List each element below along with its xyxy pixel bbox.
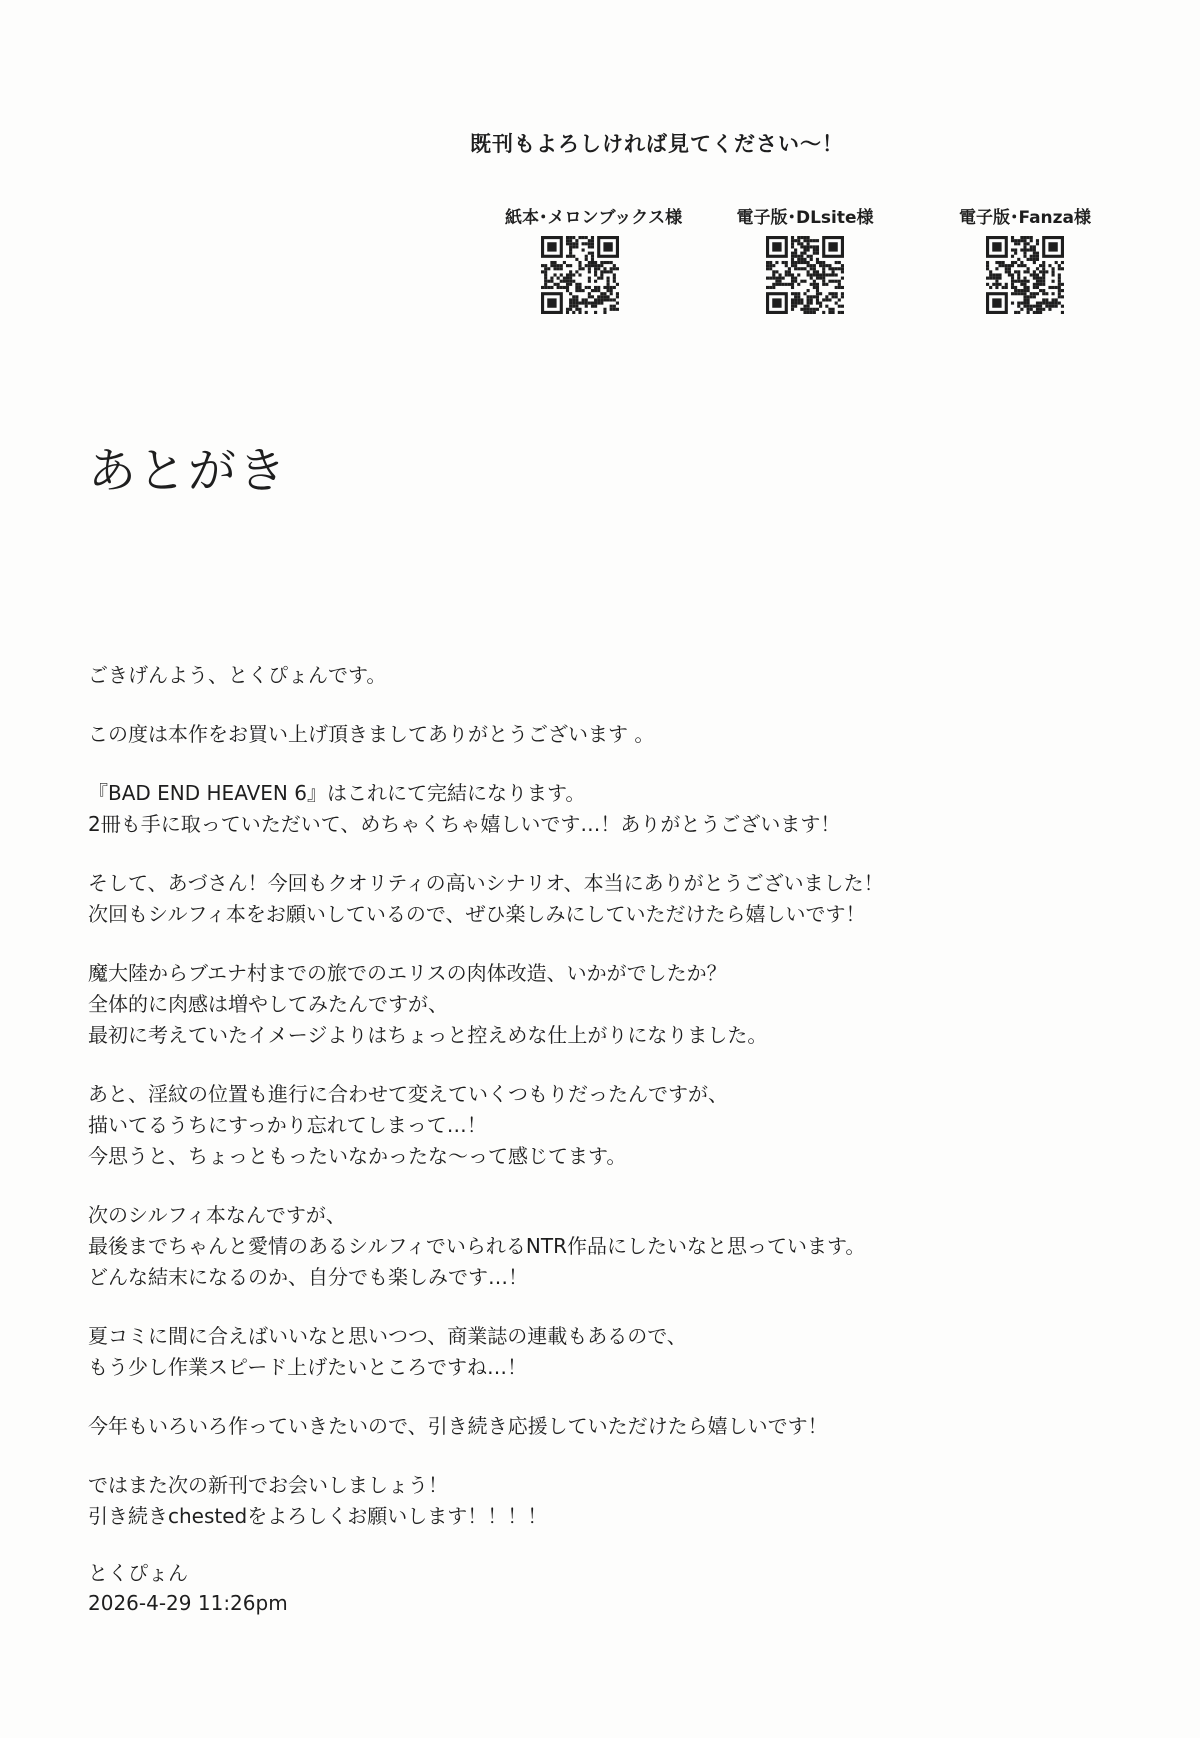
text-line: もう少し作業スピード上げたいところですね…！	[88, 1355, 527, 1379]
qr-code-icon[interactable]	[986, 236, 1064, 314]
qr-block-dlsite	[730, 203, 880, 314]
paragraph	[88, 1200, 1148, 1293]
text-line: 最初に考えていたイメージよりはちょっと控えめな仕上がりになりました。	[88, 1023, 768, 1047]
promo-heading: 既刊もよろしければ見てください～！	[470, 132, 844, 156]
afterword-body	[88, 660, 1148, 1560]
text-line: 今年もいろいろ作っていきたいので、引き続き応援していただけたら嬉しいです！	[88, 1414, 828, 1438]
text-line: そして、あづさん！今回もクオリティの高いシナリオ、本当にありがとうございました！	[88, 871, 884, 895]
text-line: ではまた次の新刊でお会いしましょう！	[88, 1473, 448, 1497]
paragraph	[88, 1079, 1148, 1172]
text-line: あと、淫紋の位置も進行に合わせて変えていくつもりだったんですが、	[88, 1082, 728, 1106]
text-line: 2冊も手に取っていただいて、めちゃくちゃ嬉しいです…！ありがとうございます！	[88, 812, 841, 836]
author-name: とくぴょん	[88, 1561, 188, 1585]
paragraph	[88, 719, 1148, 750]
text-line: 『BAD END HEAVEN 6』はこれにて完結になります。	[88, 781, 586, 805]
qr-block-fanza	[950, 203, 1100, 314]
paragraph	[88, 1411, 1148, 1442]
signature	[88, 1558, 288, 1618]
text-line: 引き続きchestedをよろしくお願いします！！！！	[88, 1504, 548, 1528]
qr-block-melonbooks	[505, 203, 683, 314]
paragraph	[88, 868, 1148, 930]
text-line: 魔大陸からブエナ村までの旅でのエリスの肉体改造、いかがでしたか？	[88, 961, 727, 985]
text-line: 次のシルフィ本なんですが、	[88, 1203, 346, 1227]
text-line: 最後までちゃんと愛情のあるシルフィでいられるNTR作品にしたいなと思っています。	[88, 1234, 866, 1258]
qr-label: 紙本･メロンブックス様	[505, 208, 683, 228]
qr-code-icon[interactable]	[541, 236, 619, 314]
paragraph	[88, 1470, 1148, 1532]
paragraph	[88, 660, 1148, 691]
text-line: ごきげんよう、とくぴょんです。	[88, 663, 387, 687]
qr-label: 電子版･DLsite様	[736, 208, 874, 228]
paragraph	[88, 958, 1148, 1051]
text-line: 次回もシルフィ本をお願いしているので、ぜひ楽しみにしていただけたら嬉しいです！	[88, 902, 866, 926]
paragraph	[88, 778, 1148, 840]
qr-label: 電子版･Fanza様	[958, 208, 1092, 228]
text-line: 全体的に肉感は増やしてみたんですが、	[88, 992, 448, 1016]
text-line: この度は本作をお買い上げ頂きましてありがとうございます 。	[88, 722, 655, 746]
text-line: 今思うと、ちょっともったいなかったな～って感じてます。	[88, 1144, 627, 1168]
text-line: 夏コミに間に合えばいいなと思いつつ、商業誌の連載もあるので、	[88, 1324, 687, 1348]
qr-code-icon[interactable]	[766, 236, 844, 314]
afterword-title: あとがき	[88, 443, 289, 499]
text-line: 描いてるうちにすっかり忘れてしまって…！	[88, 1113, 487, 1137]
paragraph	[88, 1321, 1148, 1383]
text-line: どんな結末になるのか、自分でも楽しみです…！	[88, 1265, 528, 1289]
timestamp: 2026-4-29 11:26pm	[88, 1591, 288, 1615]
